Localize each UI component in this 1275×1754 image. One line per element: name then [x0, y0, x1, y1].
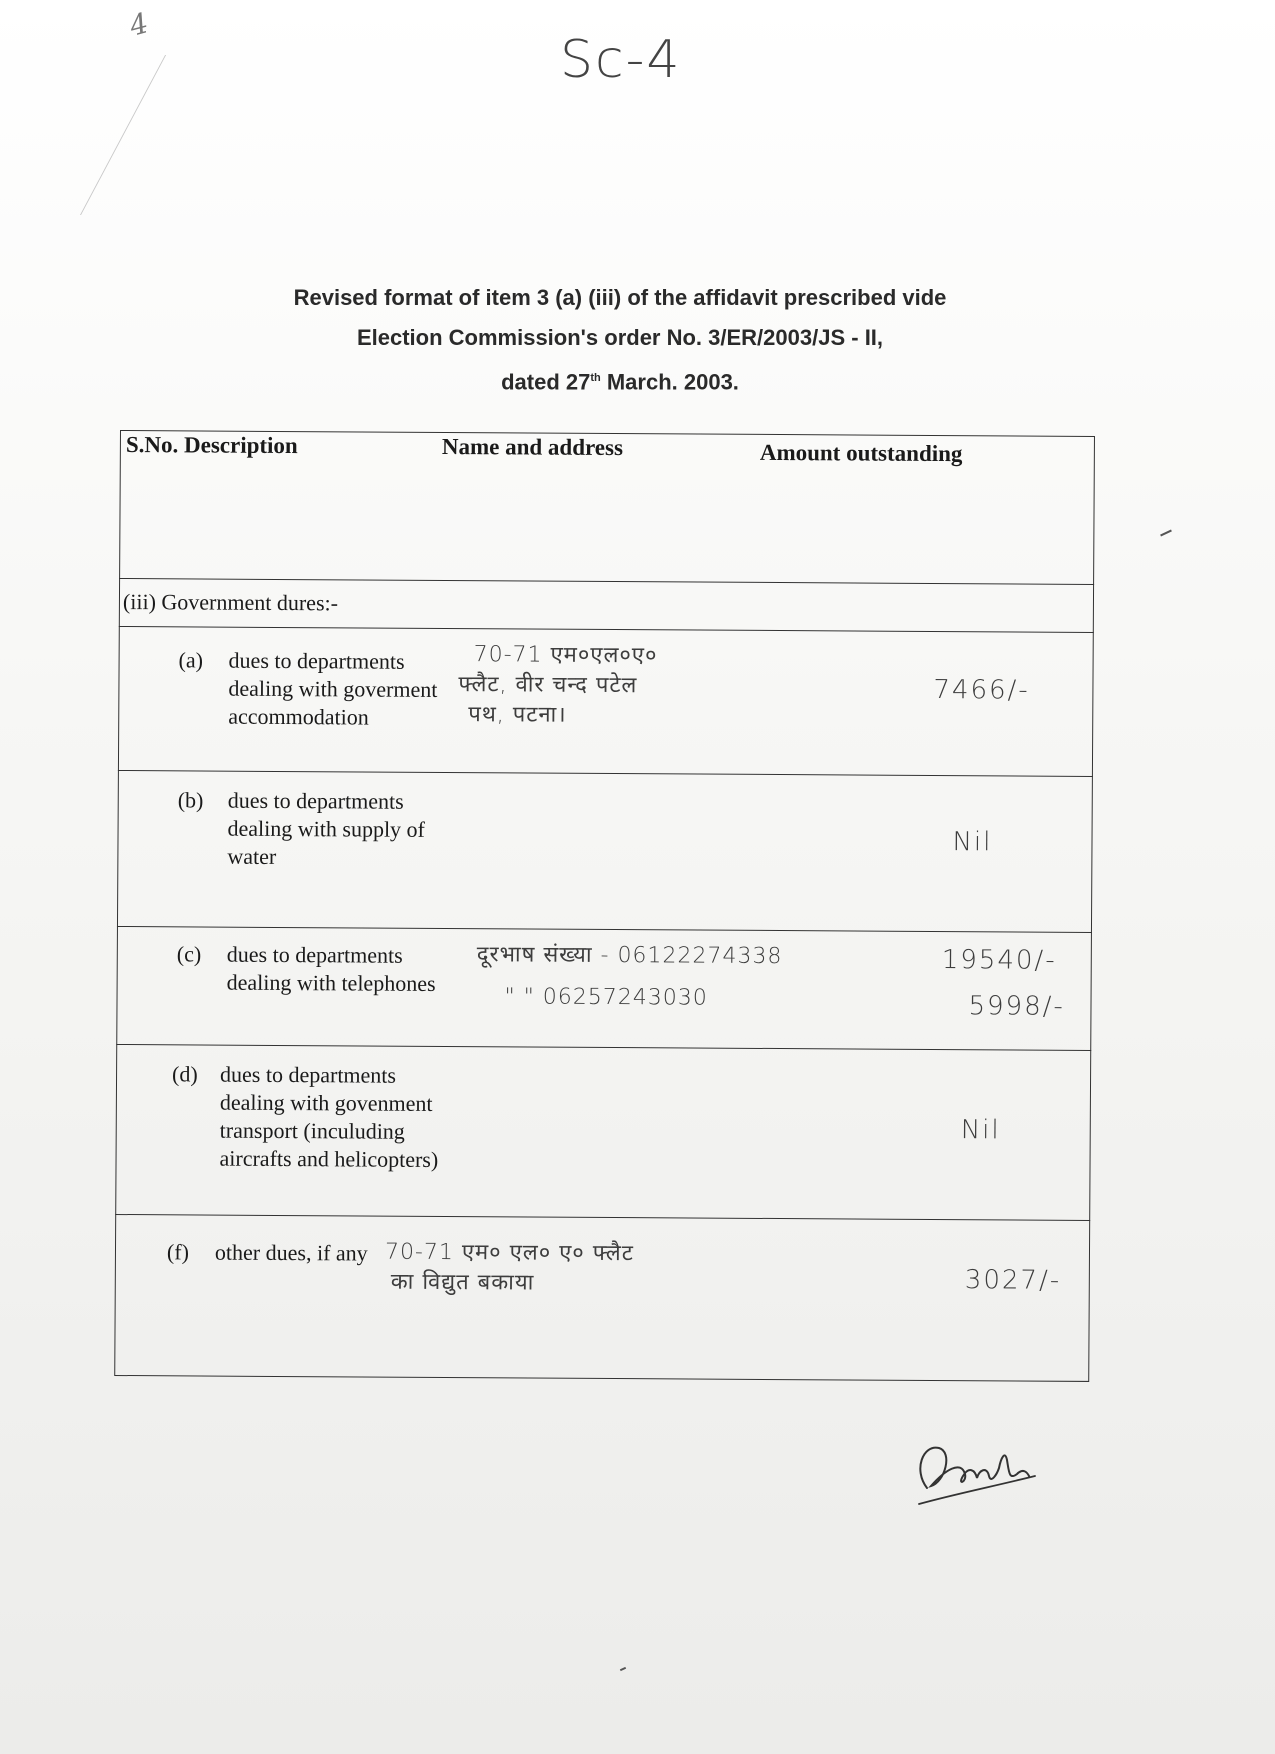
- address-line: 70-71 एम०एल०ए०: [473, 642, 658, 669]
- handwritten-other-dues: [385, 1238, 634, 1300]
- handwritten-amount: 5998/-: [968, 991, 1065, 1022]
- other-dues-line: 70-71 एम० एल० ए० फ्लैट: [384, 1239, 634, 1267]
- description-line: dealing with telephones: [226, 969, 436, 996]
- section-label: (iii) Government dures:-: [122, 589, 339, 616]
- heading-line-2: Election Commission's order No. 3/ER/2003/JS - II,: [356, 325, 884, 350]
- description-line: dues to departments: [227, 787, 404, 814]
- description-line: dealing with govenment: [219, 1089, 433, 1116]
- address-line: फ्लैट, वीर चन्द पटेल: [458, 672, 638, 699]
- description-line: dealing with supply of: [227, 815, 426, 842]
- row-label: (d): [171, 1061, 198, 1087]
- row-label: (a): [178, 647, 204, 673]
- phone-line: दूरभाष संख्या - 06122274338: [476, 942, 783, 970]
- handwritten-phone-numbers: [476, 940, 782, 1014]
- heading-date-prefix: dated 27: [501, 369, 591, 395]
- handwritten-page-note: Sc-4: [560, 30, 682, 90]
- description-line: accommodation: [228, 703, 369, 730]
- row-label: (c): [176, 941, 202, 967]
- document-heading: [200, 278, 1040, 402]
- header-sno-description: S.No. Description: [125, 432, 298, 459]
- header-amount: Amount outstanding: [759, 439, 963, 467]
- dues-table: [114, 430, 1095, 1382]
- description-line: water: [227, 843, 277, 869]
- row-description: [215, 1239, 368, 1268]
- heading-date-rest: March. 2003.: [600, 369, 739, 395]
- row-description: [227, 787, 425, 872]
- row-label: (b): [177, 787, 204, 813]
- description-line: other dues, if any: [214, 1239, 368, 1266]
- row-label: (f): [166, 1239, 190, 1265]
- header-name-address: Name and address: [441, 433, 624, 461]
- description-line: aircrafts and helicopters): [219, 1145, 439, 1172]
- other-dues-line: का विद्युत बकाया: [390, 1269, 535, 1296]
- handwritten-amount: 19540/-: [941, 945, 1057, 976]
- description-line: dues to departments: [228, 647, 405, 674]
- handwritten-amount: 3027/-: [964, 1265, 1062, 1296]
- handwritten-amount: 7466/-: [933, 674, 1030, 706]
- heading-line-1: Revised format of item 3 (a) (iii) of the affidavit prescribed vide: [293, 285, 947, 310]
- row-description: [219, 1061, 438, 1174]
- row-description: [227, 941, 436, 998]
- handwritten-address: [458, 640, 657, 731]
- description-line: dealing with goverment: [228, 675, 438, 702]
- description-line: dues to departments: [219, 1061, 397, 1088]
- description-line: dues to departments: [226, 941, 403, 968]
- corner-mark: 4: [126, 6, 152, 43]
- phone-line: " " 06257243030: [504, 984, 708, 1011]
- handwritten-amount: Nil: [952, 827, 993, 858]
- heading-line-3: [200, 358, 1040, 402]
- row-description: [228, 647, 437, 732]
- heading-date-suffix: th: [590, 372, 601, 384]
- description-line: transport (inculuding: [219, 1117, 405, 1144]
- signature: [905, 1430, 1045, 1520]
- handwritten-amount: Nil: [960, 1115, 1001, 1146]
- address-line: पथ, पटना।: [468, 702, 567, 728]
